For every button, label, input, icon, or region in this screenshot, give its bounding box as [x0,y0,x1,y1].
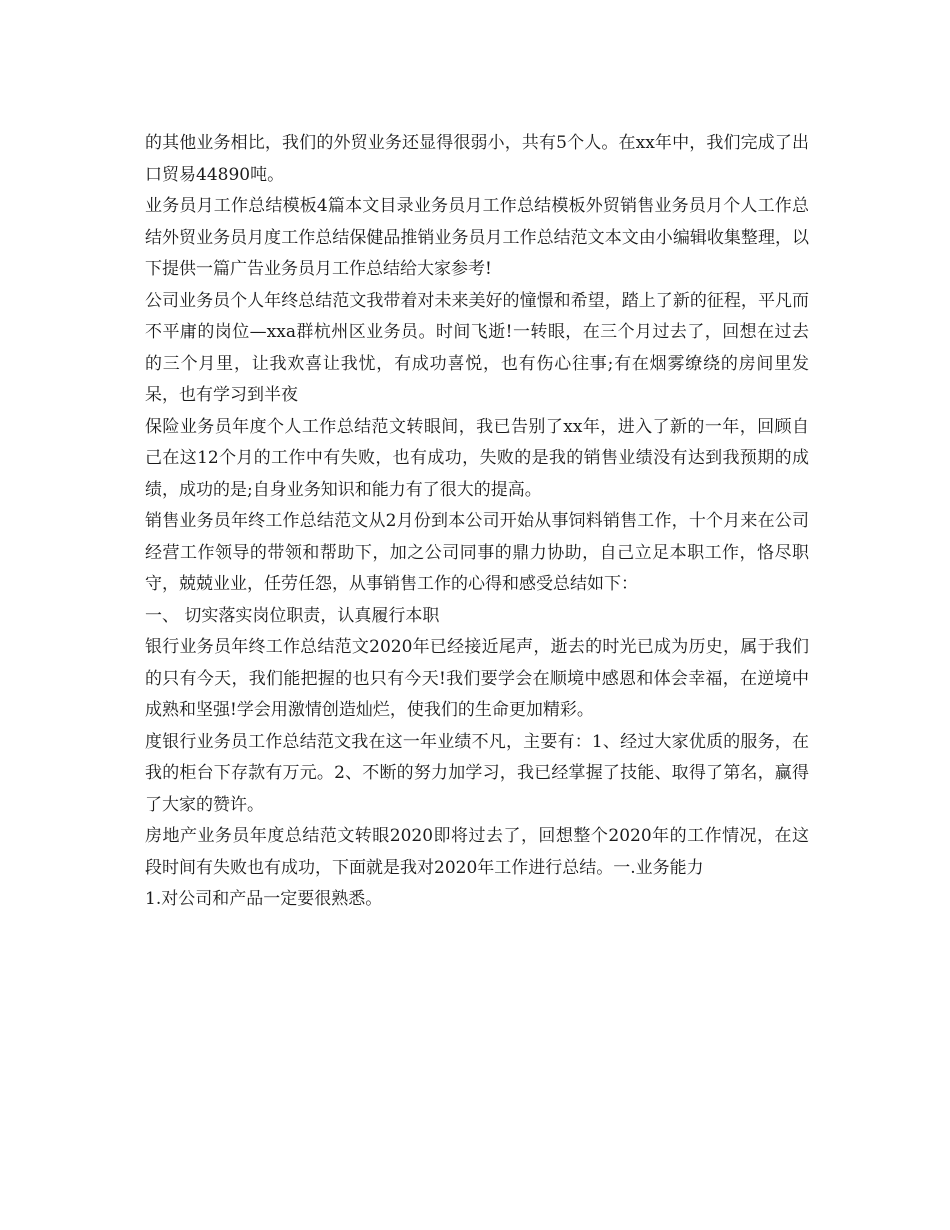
paragraph-sales-year-end-summary: 销售业务员年终工作总结范文从2月份到本公司开始从事饲料销售工作，十个月来在公司经营工作领导的带领和帮助下，加之公司同事的鼎力协助，自己立足本职工作，恪尽职守，兢兢业业，任劳任怨，从事销售工作的心得和感受总结如下： [145,511,809,594]
paragraph-insurance-salesperson-summary: 保险业务员年度个人工作总结范文转眼间，我已告别了xx年，进入了新的一年，回顾自己在这12个月的工作中有失败，也有成功，失败的是我的销售业绩没有达到我预期的成绩，成功的是;自身业务知识和能力有了很大的提高。 [145,416,809,500]
paragraph-foreign-trade-intro: 的其他业务相比，我们的外贸业务还显得很弱小，共有5个人。在xx年中，我们完成了出口贸易44890吨。 [145,133,809,185]
document-body [145,128,809,916]
paragraph-company-salesperson-summary: 公司业务员个人年终总结范文我带着对未来美好的憧憬和希望，踏上了新的征程，平凡而不平庸的岗位—xxa群杭州区业务员。时间飞逝!一转眼，在三个月过去了，回想在过去的三个月里，让我欢喜让我忧，有成功喜悦，也有伤心往事;有在烟雾缭绕的房间里发呆，也有学习到半夜 [145,290,809,405]
paragraph-bank-annual-summary: 度银行业务员工作总结范文我在这一年业绩不凡，主要有：1、经过大家优质的服务，在我的柜台下存款有万元。2、不断的努力加学习，我已经掌握了技能、取得了第名，赢得了大家的赞许。 [145,731,809,815]
paragraph-bank-salesperson-summary: 银行业务员年终工作总结范文2020年已经接近尾声，逝去的时光已成为历史，属于我们的只有今天，我们能把握的也只有今天!我们要学会在顺境中感恩和体会幸福，在逆境中成熟和坚强!学会用激情创造灿烂，使我们的生命更加精彩。 [145,637,809,720]
paragraph-real-estate-summary: 房地产业务员年度总结范文转眼2020即将过去了，回想整个2020年的工作情况，在这段时间有失败也有成功，下面就是我对2020年工作进行总结。一.业务能力 [145,826,809,878]
paragraph-section-heading-duties: 一、 切实落实岗位职责，认真履行本职 [145,605,440,626]
paragraph-company-product-knowledge: 1.对公司和产品一定要很熟悉。 [145,889,383,909]
paragraph-monthly-summary-template: 业务员月工作总结模板4篇本文目录业务员月工作总结模板外贸销售业务员月个人工作总结外贸业务员月度工作总结保健品推销业务员月工作总结范文本文由小编辑收集整理，以下提供一篇广告业务员月工作总结给大家参考! [145,196,809,279]
